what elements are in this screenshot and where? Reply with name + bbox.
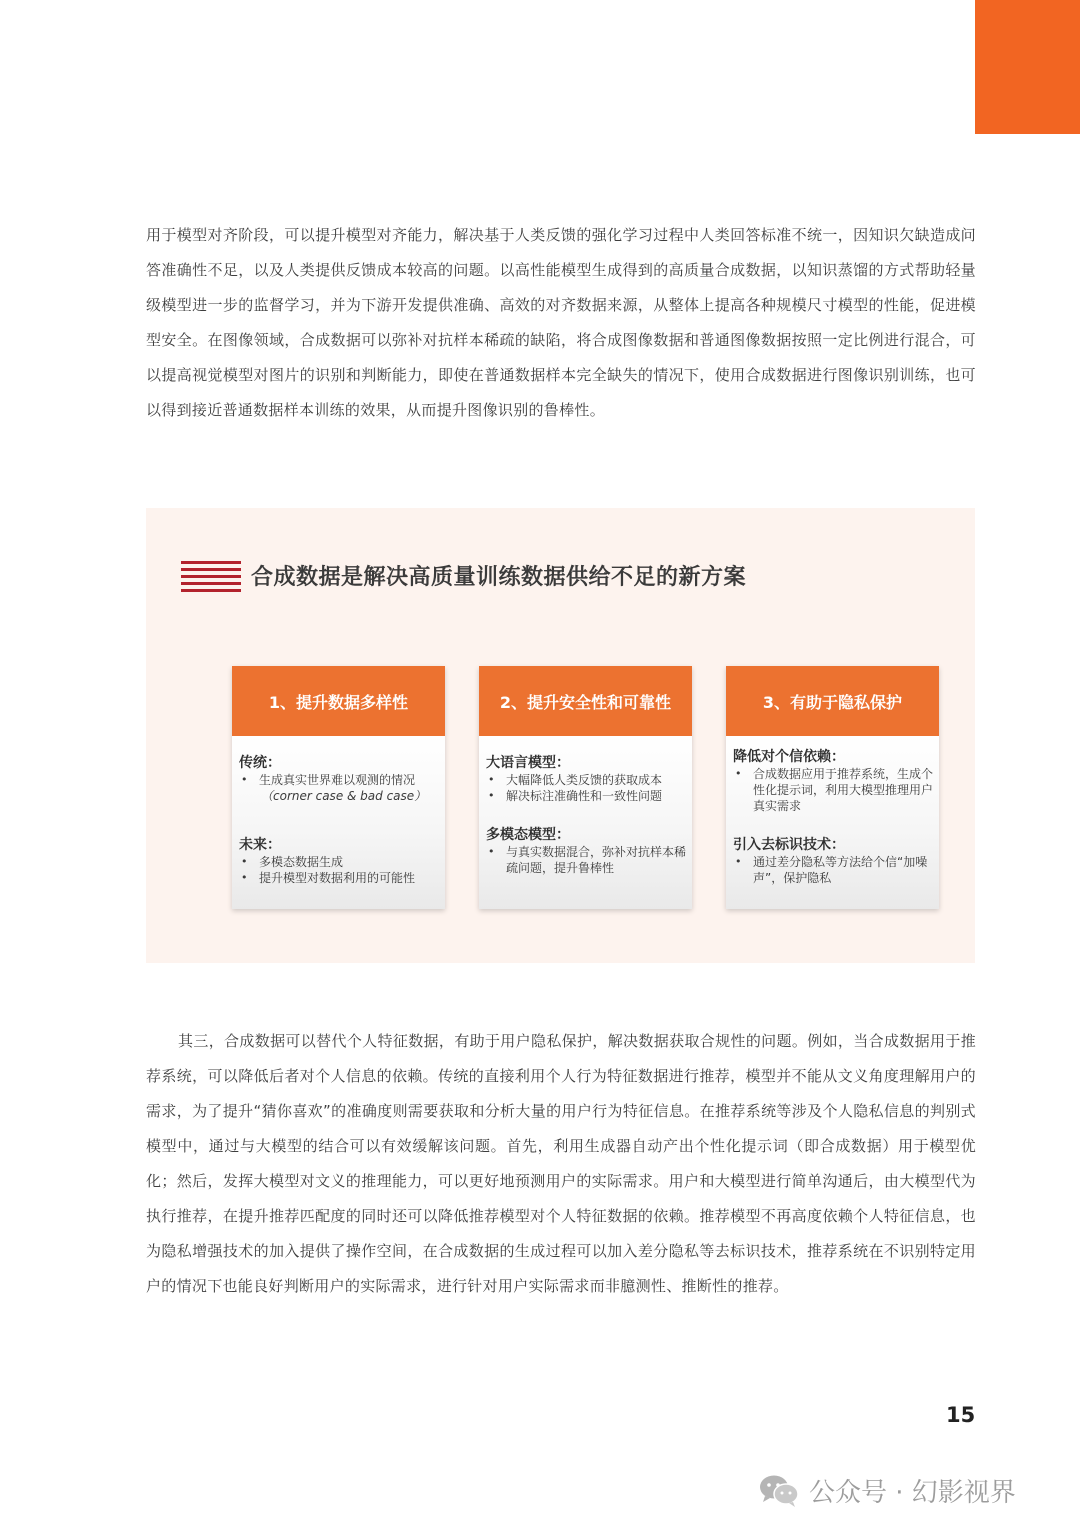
card-privacy-protection — [726, 666, 939, 909]
card-body — [479, 736, 692, 909]
list-item — [239, 788, 439, 804]
info-panel — [146, 508, 975, 963]
section-list — [486, 772, 686, 804]
spacer — [486, 804, 686, 826]
list-item: • 提升模型对数据利用的可能性 — [239, 870, 439, 886]
section-title: 大语言模型： — [486, 755, 570, 771]
list-item: • 合成数据应用于推荐系统，生成个性化提示词，利用大模型推理用户真实需求 — [733, 766, 933, 814]
list-item: • 生成真实世界难以观测的情况 — [239, 772, 439, 788]
list-item: • 与真实数据混合，弥补对抗样本稀疏问题，提升鲁棒性 — [486, 844, 686, 876]
section-list — [733, 766, 933, 814]
intro-paragraph: 用于模型对齐阶段，可以提升模型对齐能力，解决基于人类反馈的强化学习过程中人类回答标准不统一，因知识欠缺造成问答准确性不足，以及人类提供反馈成本较高的问题。以高性能模型生成得到的高质量合成数据，以知识蒸馏的方式帮助轻量级模型进一步的监督学习，并为下游开发提供准确、高效的对齐数据来源，从整体上提高各种规模尺寸模型的性能，促进模型安全。在图像领域，合成数据可以弥补对抗样本稀疏的缺陷，将合成图像数据和普通图像数据按照一定比例进行混合，可以提高视觉模型对图片的识别和判断能力，即使在普通数据样本完全缺失的情况下，使用合成数据进行图像识别训练，也可以得到接近普通数据样本训练的效果，从而提升图像识别的鲁棒性。 — [146, 226, 976, 419]
corner-accent-block — [975, 0, 1080, 134]
card-body — [232, 736, 445, 909]
card-header: 3、有助于隐私保护 — [726, 666, 939, 736]
card-header: 2、提升安全性和可靠性 — [479, 666, 692, 736]
wechat-icon — [757, 1472, 801, 1508]
watermark-text: 公众号 · 幻影视界 — [809, 1477, 1016, 1508]
card-body — [726, 736, 939, 909]
third-paragraph: 其三，合成数据可以替代个人特征数据，有助于用户隐私保护，解决数据获取合规性的问题。例如，当合成数据用于推荐系统，可以降低后者对个人信息的依赖。传统的直接利用个人行为特征数据进行推荐，模型并不能从文义角度理解用户的需求，为了提升“猜你喜欢”的准确度则需要获取和分析大量的用户行为特征信息。在推荐系统等涉及个人隐私信息的判别式模型中，通过与大模型的结合可以有效缓解该问题。首先，利用生成器自动产出个性化提示词（即合成数据）用于模型优化；然后，发挥大模型对文义的推理能力，可以更好地预测用户的实际需求。用户和大模型进行简单沟通后，由大模型代为执行推荐，在提升推荐匹配度的同时还可以降低推荐模型对个人特征数据的依赖。推荐模型不再高度依赖个人特征信息，也为隐私增强技术的加入提供了操作空间，在合成数据的生成过程可以加入差分隐私等去标识技术，推荐系统在不识别特定用户的情况下也能良好判断用户的实际需求，进行针对用户实际需求而非臆测性、推断性的推荐。 — [146, 1032, 976, 1295]
panel-title: 合成数据是解决高质量训练数据供给不足的新方案 — [251, 565, 747, 590]
page-number: 15 — [946, 1403, 976, 1427]
section-list — [733, 854, 933, 886]
list-item-note: （corner case & bad case） — [261, 789, 427, 803]
title-stripes-icon — [181, 561, 241, 594]
card-header: 1、提升数据多样性 — [232, 666, 445, 736]
list-item: • 解决标注准确性和一致性问题 — [486, 788, 686, 804]
spacer — [733, 814, 933, 836]
list-item: • 多模态数据生成 — [239, 854, 439, 870]
watermark — [757, 1470, 1016, 1510]
section-list — [239, 854, 439, 886]
section-list — [239, 772, 439, 804]
list-item: • 大幅降低人类反馈的获取成本 — [486, 772, 686, 788]
section-list — [486, 844, 686, 876]
section-title: 传统： — [239, 755, 281, 771]
section-title: 引入去标识技术： — [733, 837, 845, 853]
section-title: 多模态模型： — [486, 827, 570, 843]
card-data-diversity — [232, 666, 445, 909]
section-title: 未来： — [239, 837, 281, 853]
list-item: • 通过差分隐私等方法给个信“加噪声”，保护隐私 — [733, 854, 933, 886]
spacer — [239, 804, 439, 836]
card-safety-reliability — [479, 666, 692, 909]
section-title: 降低对个信依赖： — [733, 749, 845, 765]
